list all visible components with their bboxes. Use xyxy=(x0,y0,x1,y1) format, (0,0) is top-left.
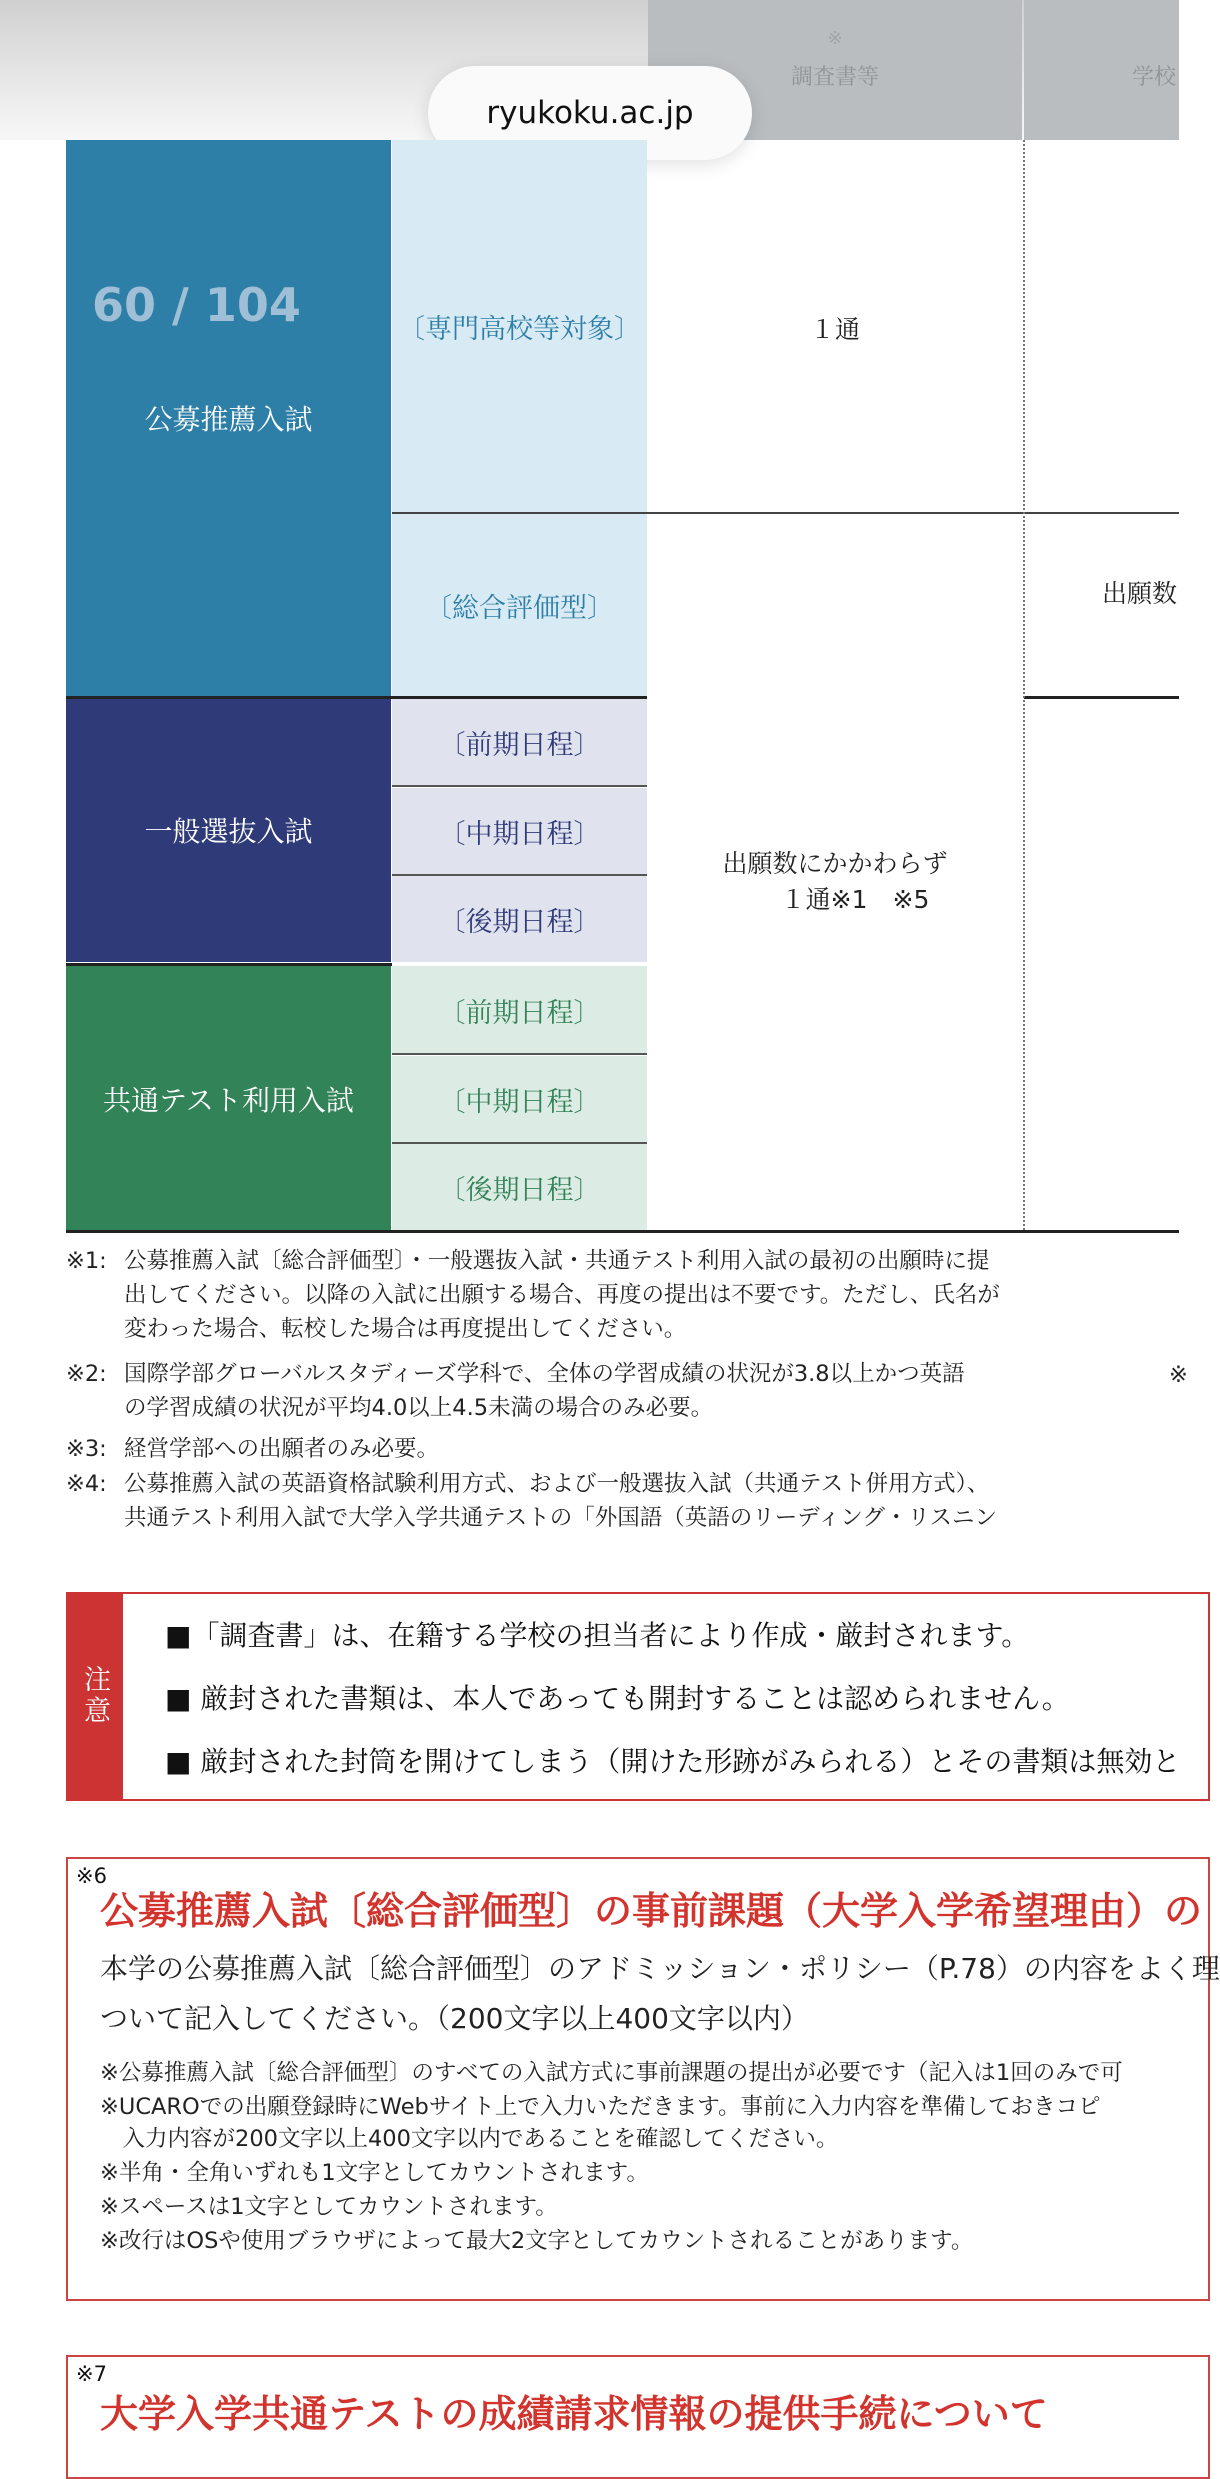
sub-sogo xyxy=(392,514,647,696)
category-koubo xyxy=(66,140,391,696)
sub-kyotsu-koki-label: 〔後期日程〕 xyxy=(438,1175,601,1206)
row-divider xyxy=(392,874,647,876)
table-hline-bold xyxy=(66,963,392,966)
table-bottom-line xyxy=(66,1230,1179,1233)
sub-kyotsu-koki xyxy=(392,1144,647,1231)
sub-kyotsu-chuki-label: 〔中期日程〕 xyxy=(438,1086,601,1118)
category-ippan xyxy=(66,698,391,962)
sub-kyotsu-zenki-label: 〔前期日程〕 xyxy=(438,997,601,1029)
note-4-line: 共通テスト利用入試で大学入学共通テストの「外国語（英語のリーディング・リスニン xyxy=(124,1505,998,1531)
cell-main-value xyxy=(648,846,1022,918)
row-divider xyxy=(392,785,647,787)
caution-label-box xyxy=(66,1592,123,1799)
note-2-line: 国際学部グローバルスタディーズ学科で、全体の学習成績の状況が3.8以上かつ英語 xyxy=(124,1361,965,1387)
sub-senmon-label: 〔専門高校等対象〕 xyxy=(398,313,641,345)
section-6-note: ※半角・全角いずれも1文字としてカウントされます。 xyxy=(100,2160,649,2186)
note-1-line: 出してください。以降の入試に出願する場合、再度の提出は不要です。ただし、氏名が xyxy=(124,1282,1000,1308)
caution-line-3: ■ 厳封された封筒を開けてしまう（開けた形跡がみられる）とその書類は無効と xyxy=(165,1745,1181,1778)
header-note-mark: ※ xyxy=(827,28,843,49)
note-4-line: 公募推薦入試の英語資格試験利用方式、および一般選抜入試（共通テスト併用方式）、 xyxy=(124,1471,990,1497)
page-total: 104 xyxy=(204,278,301,332)
table-hline-bold xyxy=(66,696,647,699)
cell-side-value: 出願数 xyxy=(1102,579,1178,608)
sub-ippan-zenki xyxy=(392,698,647,786)
section-6-note: ※改行はOSや使用ブラウザによって最大2文字としてカウントされることがあります。 xyxy=(100,2228,974,2254)
table-vline-dotted xyxy=(1023,140,1025,1230)
note-1-key: ※1: xyxy=(66,1248,107,1274)
note-4 xyxy=(66,1467,1066,1537)
sub-kyotsu-zenki xyxy=(392,966,647,1054)
note-2-line: の学習成績の状況が平均4.0以上4.5未満の場合のみ必要。 xyxy=(124,1395,714,1421)
note-1 xyxy=(66,1244,1066,1349)
category-koubo-label: 公募推薦入試 xyxy=(144,403,313,436)
header-label-chosasho: 調査書等 xyxy=(790,65,879,90)
sub-ippan-koki-label: 〔後期日程〕 xyxy=(438,906,601,938)
section-6-number: ※6 xyxy=(76,1864,107,1888)
sub-ippan-koki xyxy=(392,876,647,962)
table-hline-bold xyxy=(1024,696,1179,699)
note-side-mark: ※ xyxy=(1169,1362,1188,1388)
note-4-key: ※4: xyxy=(66,1471,107,1497)
caution-line-1: ■「調査書」は、在籍する学校の担当者により作成・厳封されます。 xyxy=(165,1619,1030,1652)
url-text: ryukoku.ac.jp xyxy=(486,95,694,131)
row-divider xyxy=(392,1142,647,1144)
section-6-body-2: ついて記入してください。（200文字以上400文字以内） xyxy=(100,2002,809,2035)
note-2-key: ※2: xyxy=(66,1361,107,1387)
section-6-note: ※UCAROでの出願登録時にWebサイト上で入力いただきます。事前に入力内容を準備しておきコピ xyxy=(100,2094,1101,2120)
section-7-number: ※7 xyxy=(76,2362,107,2386)
page-current: 60 xyxy=(92,278,157,332)
category-ippan-label: 一般選抜入試 xyxy=(144,815,313,848)
section-7-title: 大学入学共通テストの成績請求情報の提供手続について xyxy=(100,2392,1048,2436)
section-6-note: ※公募推薦入試〔総合評価型〕のすべての入試方式に事前課題の提出が必要です（記入は1回のみで可 xyxy=(100,2060,1123,2086)
sub-ippan-chuki-label: 〔中期日程〕 xyxy=(438,818,601,850)
note-3-key: ※3: xyxy=(66,1436,107,1462)
category-kyotsu xyxy=(66,966,391,1231)
cell-main-line2: １通※1 ※5 xyxy=(780,885,930,914)
section-6-note: 入力内容が200文字以上400文字以内であることを確認してください。 xyxy=(100,2126,839,2152)
caution-line-2: ■ 厳封された書類は、本人であっても開封することは認められません。 xyxy=(165,1682,1070,1715)
category-kyotsu-label: 共通テスト利用入試 xyxy=(103,1083,354,1117)
page-counter: 60 / 104 xyxy=(92,278,301,332)
note-2 xyxy=(66,1357,1066,1427)
note-3 xyxy=(66,1432,1066,1468)
sub-ippan-chuki xyxy=(392,788,647,874)
sub-ippan-zenki-label: 〔前期日程〕 xyxy=(438,729,601,761)
note-3-line: 経営学部への出願者のみ必要。 xyxy=(124,1436,440,1462)
cell-main-line1: 出願数にかかわらず xyxy=(722,849,948,878)
row-divider xyxy=(392,1053,647,1055)
table-hline xyxy=(392,512,1179,514)
caution-label: 注意 xyxy=(79,1664,110,1727)
sub-senmon xyxy=(392,140,647,512)
section-6-body-1: 本学の公募推薦入試〔総合評価型〕のアドミッション・ポリシー（P.78）の内容をよく理 xyxy=(100,1952,1220,1985)
header-cell-gakko xyxy=(1024,0,1179,140)
sub-kyotsu-chuki xyxy=(392,1056,647,1142)
cell-senmon-value: １通 xyxy=(809,315,860,344)
note-1-line: 公募推薦入試〔総合評価型〕・一般選抜入試・共通テスト利用入試の最初の出願時に提 xyxy=(124,1248,990,1274)
note-1-line: 変わった場合、転校した場合は再度提出してください。 xyxy=(124,1316,687,1342)
section-6-note: ※スペースは1文字としてカウントされます。 xyxy=(100,2194,558,2220)
section-6-title: 公募推薦入試〔総合評価型〕の事前課題（大学入学希望理由）の xyxy=(100,1889,1203,1933)
header-label-gakko: 学校 xyxy=(1132,65,1177,90)
sub-sogo-label: 〔総合評価型〕 xyxy=(425,592,614,624)
